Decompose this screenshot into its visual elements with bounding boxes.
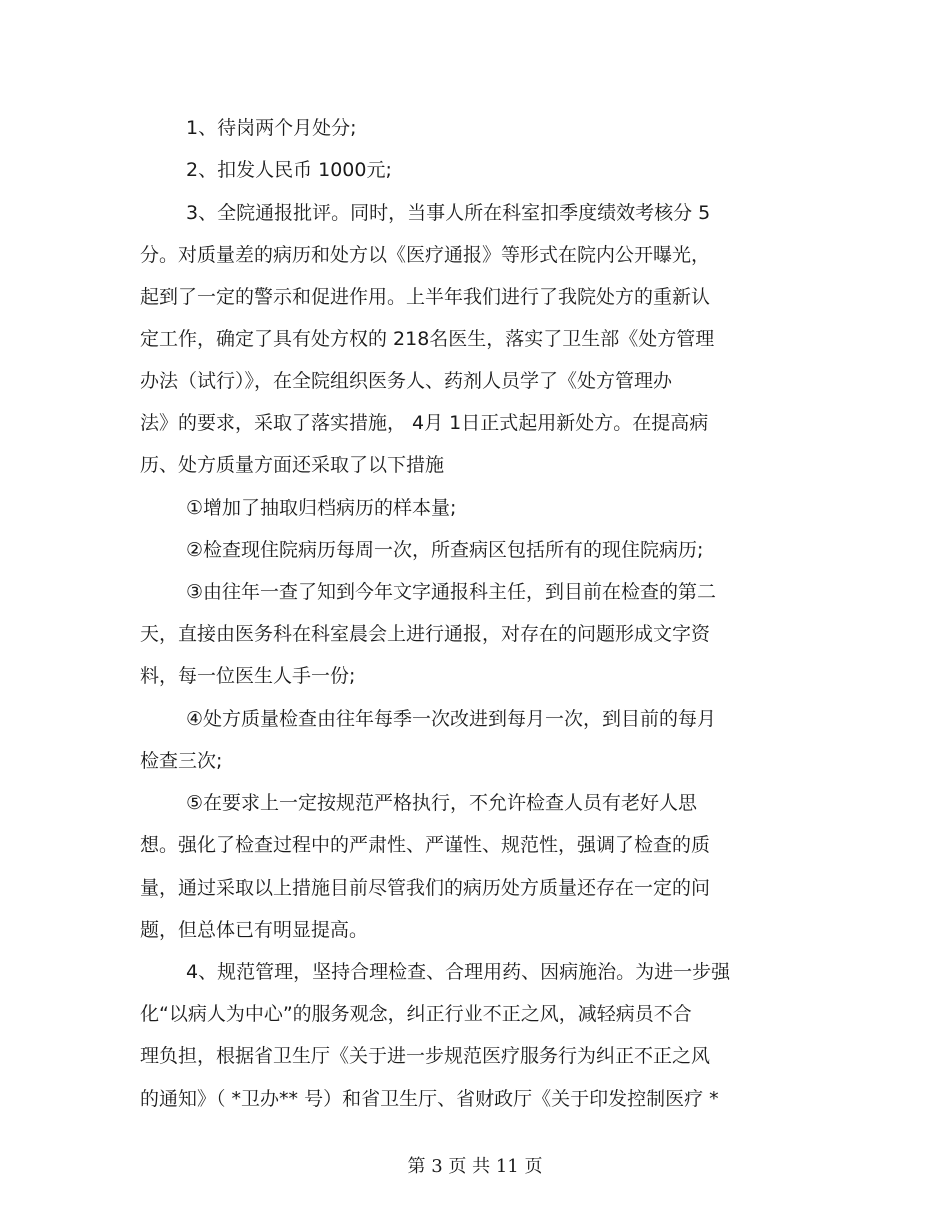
paragraph-line: 历、处方质量方面还采取了以下措施 bbox=[140, 454, 445, 476]
paragraph-line: 想。强化了检查过程中的严肃性、严谨性、规范性，强调了检查的质 bbox=[140, 834, 711, 856]
list-item: ①增加了抽取归档病历的样本量; bbox=[186, 497, 457, 519]
paragraph-line: 3、全院通报批评。同时，当事人所在科室扣季度绩效考核分 5 bbox=[186, 202, 711, 224]
paragraph-line: 检查三次; bbox=[140, 750, 223, 772]
paragraph-line: 2、扣发人民币 1000元; bbox=[186, 159, 392, 181]
paragraph-line: 量，通过采取以上措施目前尽管我们的病历处方质量还存在一定的问 bbox=[140, 877, 711, 899]
list-item: ③由往年一查了知到今年文字通报科主任，到目前在检查的第二 bbox=[186, 581, 717, 603]
paragraph-line: 分。对质量差的病历和处方以《医疗通报》等形式在院内公开曝光， bbox=[140, 244, 711, 266]
paragraph-line: 1、待岗两个月处分; bbox=[186, 117, 357, 139]
paragraph-line: 理负担，根据省卫生厅《关于进一步规范医疗服务行为纠正不正之风 bbox=[140, 1045, 711, 1067]
paragraph-line: 的通知》（ *卫办** 号）和省卫生厅、省财政厅《关于印发控制医疗 * bbox=[140, 1088, 719, 1110]
list-item: ⑤在要求上一定按规范严格执行，不允许检查人员有老好人思 bbox=[186, 792, 698, 814]
page-footer: 第 3 页 共 11 页 bbox=[407, 1156, 543, 1177]
paragraph-line: 法》的要求，采取了落实措施， 4月 1日正式起用新处方。在提高病 bbox=[140, 412, 709, 434]
paragraph-line: 化“以病人为中心”的服务观念，纠正行业不正之风，减轻病员不合 bbox=[140, 1003, 692, 1025]
paragraph-line: 起到了一定的警示和促进作用。上半年我们进行了我院处方的重新认 bbox=[140, 286, 711, 308]
paragraph-line: 天，直接由医务科在科室晨会上进行通报，对存在的问题形成文字资 bbox=[140, 623, 711, 645]
paragraph-line: 4、规范管理，坚持合理检查、合理用药、因病施治。为进一步强 bbox=[186, 961, 731, 983]
paragraph-line: 题，但总体已有明显提高。 bbox=[140, 919, 369, 941]
paragraph-line: 定工作，确定了具有处方权的 218名医生，落实了卫生部《处方管理 bbox=[140, 328, 715, 350]
paragraph-line: 办法（试行）》，在全院组织医务人、药剂人员学了《处方管理办 bbox=[140, 370, 673, 392]
list-item: ④处方质量检查由往年每季一次改进到每月一次，到目前的每月 bbox=[186, 708, 717, 730]
paragraph-line: 料，每一位医生人手一份; bbox=[140, 665, 356, 687]
list-item: ②检查现住院病历每周一次，所查病区包括所有的现住院病历; bbox=[186, 539, 704, 561]
